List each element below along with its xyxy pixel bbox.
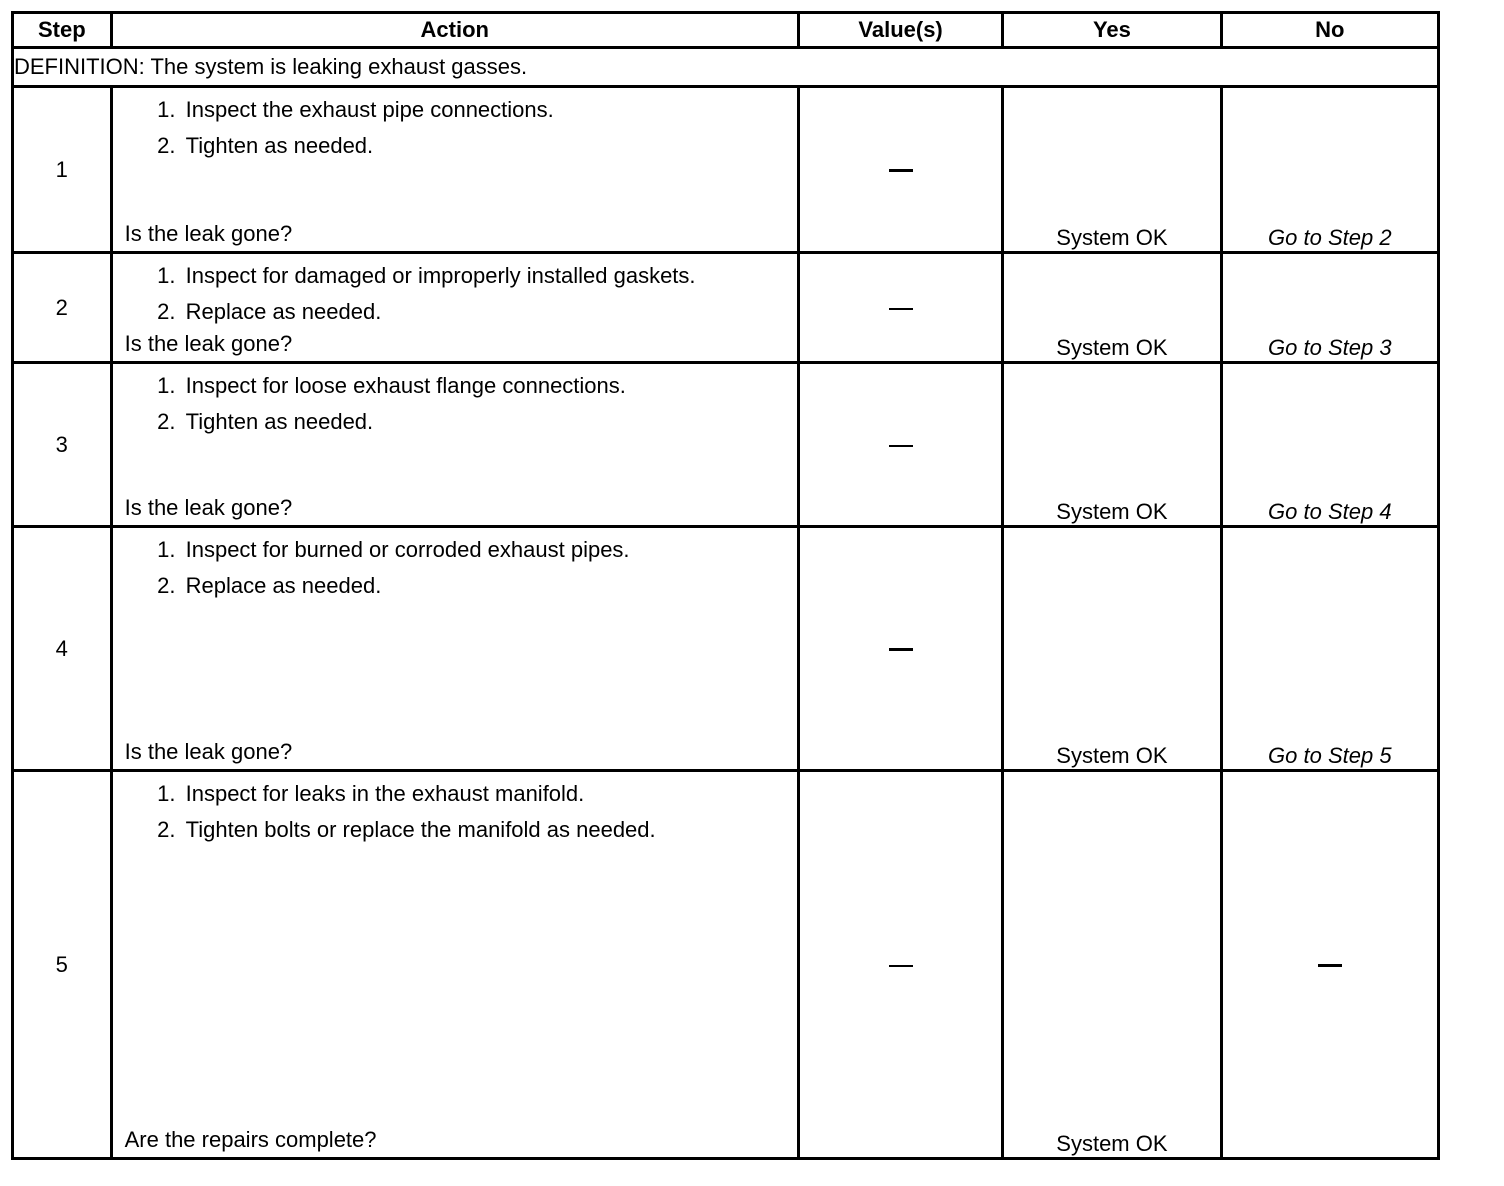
definition-row [13, 48, 1439, 87]
action-item: 1. Inspect for loose exhaust flange connections. [182, 368, 797, 404]
header-row [13, 13, 1439, 48]
header-values: Value(s) [798, 13, 1002, 48]
action-item: 1. Inspect for leaks in the exhaust manifold. [182, 776, 797, 812]
step-yes: System OK [1003, 363, 1221, 527]
dash-icon [889, 648, 913, 651]
header-no: No [1221, 13, 1438, 48]
step-no: Go to Step 4 [1221, 363, 1438, 527]
step-value [798, 87, 1002, 253]
step-value [798, 771, 1002, 1159]
dash-icon [889, 965, 913, 967]
step-question: Is the leak gone? [124, 331, 293, 356]
action-item: 2. Replace as needed. [182, 294, 797, 330]
table-row [13, 253, 1439, 363]
dash-icon [889, 445, 913, 447]
action-item: 2. Tighten as needed. [182, 128, 797, 164]
header-action: Action [111, 13, 798, 48]
definition-text: DEFINITION: The system is leaking exhaust gasses. [13, 48, 1439, 87]
step-question: Is the leak gone? [124, 739, 293, 764]
action-item: 2. Replace as needed. [182, 568, 797, 604]
step-number: 4 [13, 527, 112, 771]
step-value [798, 527, 1002, 771]
step-yes: System OK [1003, 87, 1221, 253]
diagnostic-table [11, 11, 1440, 1160]
step-number: 2 [13, 253, 112, 363]
action-item: 1. Inspect the exhaust pipe connections. [182, 92, 797, 128]
step-yes: System OK [1003, 771, 1221, 1159]
step-no [1221, 771, 1438, 1159]
step-action [111, 87, 798, 253]
table-row [13, 87, 1439, 253]
step-action [111, 771, 798, 1159]
action-item: 2. Tighten as needed. [182, 404, 797, 440]
dash-icon [1318, 964, 1342, 967]
table-row [13, 363, 1439, 527]
table-row [13, 527, 1439, 771]
step-question: Is the leak gone? [124, 221, 293, 246]
step-action [111, 253, 798, 363]
header-step: Step [13, 13, 112, 48]
step-question: Is the leak gone? [124, 495, 293, 520]
step-no: Go to Step 3 [1221, 253, 1438, 363]
action-item: 2. Tighten bolts or replace the manifold as needed. [182, 812, 797, 848]
step-no: Go to Step 5 [1221, 527, 1438, 771]
step-value [798, 363, 1002, 527]
step-value [798, 253, 1002, 363]
step-action [111, 363, 798, 527]
table-row [13, 771, 1439, 1159]
action-item: 1. Inspect for burned or corroded exhaust pipes. [182, 532, 797, 568]
step-yes: System OK [1003, 253, 1221, 363]
action-item: 1. Inspect for damaged or improperly installed gaskets. [182, 258, 797, 294]
step-number: 1 [13, 87, 112, 253]
dash-icon [889, 169, 913, 172]
step-number: 5 [13, 771, 112, 1159]
step-question: Are the repairs complete? [124, 1127, 377, 1152]
step-number: 3 [13, 363, 112, 527]
dash-icon [889, 308, 913, 310]
header-yes: Yes [1003, 13, 1221, 48]
step-no: Go to Step 2 [1221, 87, 1438, 253]
step-yes: System OK [1003, 527, 1221, 771]
step-action [111, 527, 798, 771]
